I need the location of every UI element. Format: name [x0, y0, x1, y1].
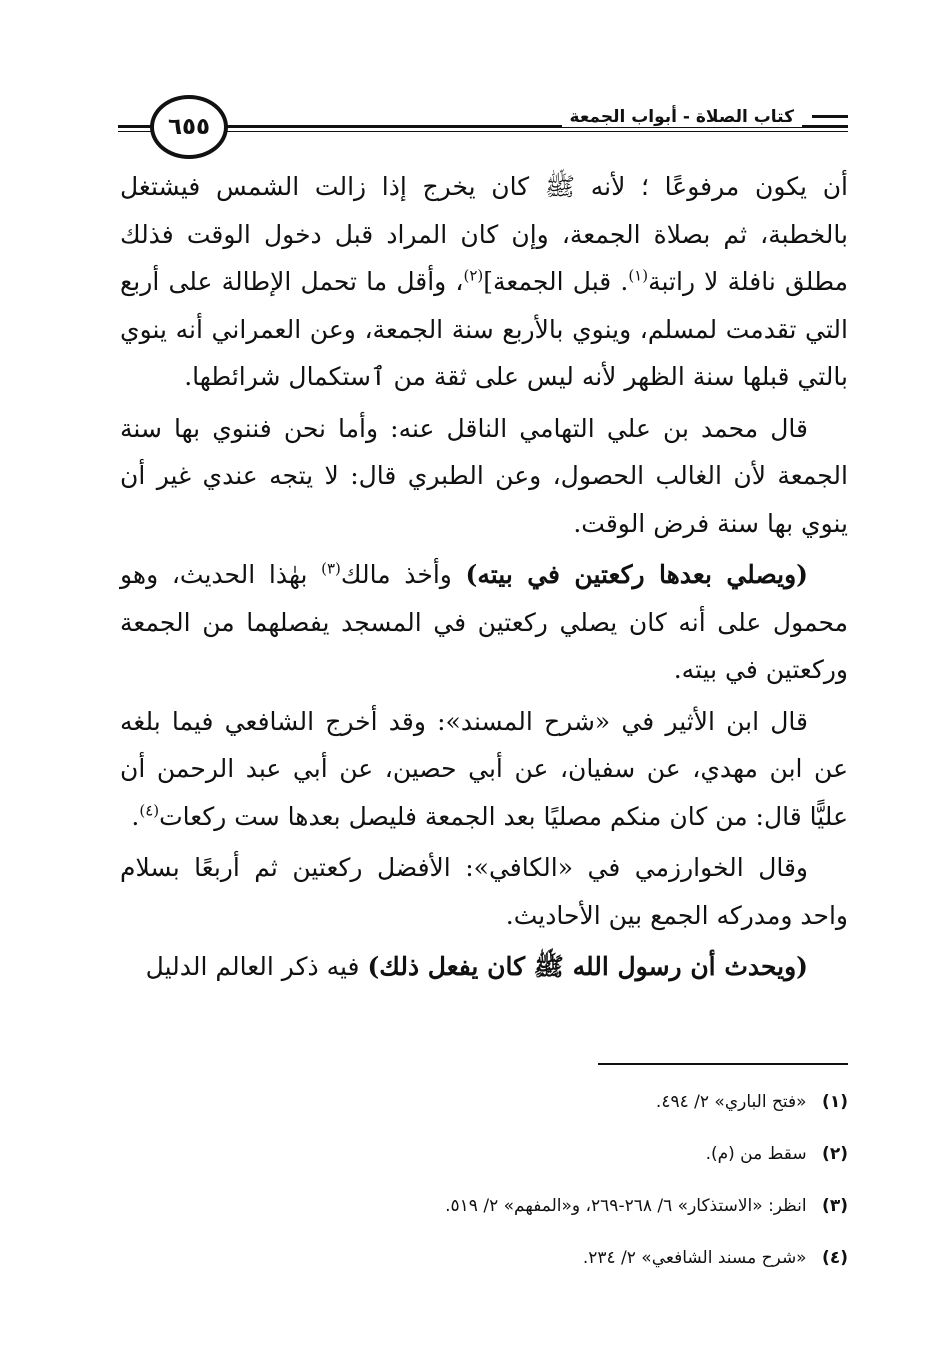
footnote-4: [120, 1232, 848, 1284]
running-header: [118, 95, 848, 165]
footnote-ref-4: (٤): [139, 801, 160, 820]
paragraph-3-part-b: بهٰذا الحديث، وهو محمول على أنه كان يصلي ركعتين في المسجد يفصلهما من الجمعة وركعتين في بيته.: [120, 560, 848, 684]
paragraph-6-part-a: فيه ذكر العالم الدليل: [145, 952, 368, 981]
paragraph-1-part-b: . قبل الجمعة]: [483, 267, 629, 296]
footnotes: [120, 1076, 848, 1284]
header-dash: [812, 115, 848, 118]
footnote-ref-3: (٣): [321, 559, 341, 578]
footnote-text: سقط من (م).: [705, 1144, 807, 1164]
footnote-text: «شرح مسند الشافعي» ٢/ ٢٣٤.: [582, 1248, 807, 1268]
page-number: ٦٥٥: [167, 113, 211, 140]
paragraph-1: [120, 163, 848, 401]
footnote-1: [120, 1076, 848, 1128]
footnote-separator: [598, 1063, 848, 1065]
paragraph-2: قال محمد بن علي التهامي الناقل عنه: وأما نحن فننوي بها سنة الجمعة لأن الغالب الحصول، وعن الطبري قال: لا يتجه عندي غير أن ينوي بها سنة فرض الوقت.: [120, 413, 848, 538]
main-text: [120, 163, 848, 995]
paragraph-5: وقال الخوارزمي في «الكافي»: الأفضل ركعتين ثم أربعًا بسلام واحد ومدركه الجمع بين الأحاديث.: [120, 853, 848, 930]
paragraph-3-bold: (ويصلي بعدها ركعتين في بيته): [465, 560, 808, 589]
paragraph-3-part-a: وأخذ مالك: [340, 560, 466, 589]
footnote-text: «فتح الباري» ٢/ ٤٩٤.: [655, 1092, 807, 1112]
footnote-ref-1: (١): [628, 266, 649, 285]
paragraph-1-part-c: ، وأقل ما تحمل الإطالة على أربع التي تقدمت لمسلم، وينوي بالأربع سنة الجمعة، وعن العمراني أنه ينوي بالتي قبلها سنة الظهر لأنه ليس على ثقة من ٱستكمال شرائطها.: [120, 267, 848, 391]
paragraph-4: [120, 698, 848, 841]
footnote-number: (٣): [822, 1196, 848, 1216]
paragraph-1-part-a: أن يكون مرفوعًا ؛ لأنه ﷺ كان يخرج إذا زالت الشمس فيشتغل بالخطبة، ثم بصلاة الجمعة، وإن كان المراد قبل دخول الوقت فذلك مطلق نافلة لا راتبة: [120, 172, 848, 296]
paragraph-4-part-b: .: [131, 801, 140, 831]
paragraph-4-part-a: قال ابن الأثير في «شرح المسند»: وقد أخرج الشافعي فيما بلغه عن ابن مهدي، عن سفيان، عن أبي حصين، عن أبي عبد الرحمن أن عليًّا قال: من كان منكم مصليًا بعد الجمعة فليصل بعدها ست ركعات: [120, 706, 848, 831]
footnote-number: (١): [822, 1092, 848, 1112]
footnote-text: انظر: «الاستذكار» ٦/ ٢٦٨-٢٦٩، و«المفهم» ٢/ ٥١٩.: [445, 1196, 807, 1216]
page-number-badge: [150, 95, 228, 159]
footnote-number: (٤): [822, 1248, 848, 1268]
footnote-3: [120, 1180, 848, 1232]
footnote-ref-2: (٢): [463, 266, 484, 285]
footnote-2: [120, 1128, 848, 1180]
footnote-number: (٢): [822, 1144, 848, 1164]
paragraph-6: [120, 943, 848, 991]
header-title: كتاب الصلاة - أبواب الجمعة: [562, 107, 802, 127]
paragraph-6-bold: (ويحدث أن رسول الله ﷺ كان يفعل ذلك): [367, 952, 808, 981]
paragraph-3: [120, 551, 848, 694]
